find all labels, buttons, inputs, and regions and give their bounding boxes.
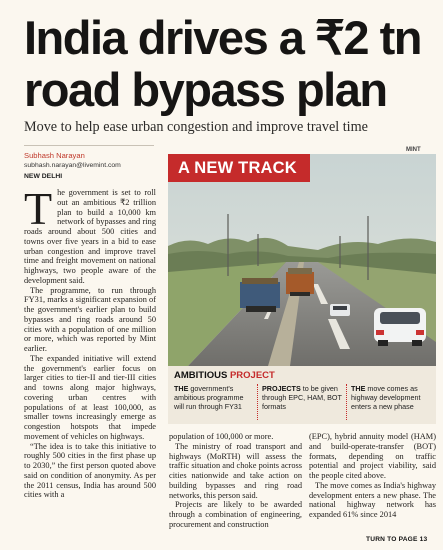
headline: India drives a ₹2 tn road bypass plan <box>24 11 421 116</box>
byline <box>24 145 154 183</box>
truck-2 <box>286 268 314 296</box>
body-paragraph: Projects are likely to be awarded through a combination of engineering, procurement and construction <box>169 500 302 529</box>
body-paragraph: The ministry of road transport and highways (MoRTH) will assess the traffic situation and choke points across cities nationwide and take action on building bypasses and ring road networks, this person said. <box>169 441 302 500</box>
body-column-3 <box>309 432 436 520</box>
truck-1 <box>240 278 280 312</box>
callout-divider <box>346 384 347 420</box>
body-paragraph: The expanded initiative will extend the government's earlier focus on larger cities to tier-II and tier-III cities and towns along major highways, covering urban centres with populations of at least 100,000, as smaller towns increasingly emerge as congestion hotspots that impede movement of vehicles on highways. <box>24 353 156 441</box>
callout-box <box>168 366 436 424</box>
body-column-2 <box>169 432 302 530</box>
callout-title: AMBITIOUS PROJECT <box>174 370 275 381</box>
callout-item: PROJECTS to be given through EPC, HAM, BOT formats <box>262 384 342 411</box>
body-paragraph: (EPC), hybrid annuity model (HAM) and build-operate-transfer (BOT) formats, depending on traffic potential and project viability, said the people cited above. <box>309 432 436 480</box>
graphic-label: A NEW TRACK <box>168 154 310 182</box>
deck-subheadline: Move to help ease urban congestion and improve travel time <box>24 119 368 135</box>
byline-name: Subhash Narayan <box>24 151 85 160</box>
body-paragraph: The government is set to roll out an ambitious ₹2 trillion plan to build a 10,000 km network of bypasses and ring roads around about 500 cities and towns over five years in a bid to ease urban congestion and improve travel time and freight movement on national highways, two people aware of the development said. <box>24 183 156 285</box>
dropcap: T <box>24 183 53 234</box>
body-column-1 <box>24 183 156 500</box>
callout-divider <box>257 384 258 420</box>
byline-email: subhash.narayan@livemint.com <box>24 162 121 169</box>
body-paragraph: The programme, to run through FY31, marks a significant expansion of the government's earlier plan to build bypasses and ring roads around 50 cities with a population of one million or more, which was reported by Mint earlier. <box>24 285 156 353</box>
body-paragraph: The move comes as India's highway development enters a new phase. The national highway network has expanded 61% since 2014 <box>309 480 436 519</box>
mint-credit: MINT <box>406 147 421 153</box>
body-paragraph: “The idea is to take this initiative to roughly 500 cities in the first phase up to 2030,” the first person quoted above said on condition of anonymity. As per the 2011 census, India has around 500 cities with a <box>24 441 156 500</box>
dateline: NEW DELHI <box>24 173 63 180</box>
callout-item: THE government's ambitious programme will run through FY31 <box>174 384 244 411</box>
jump-line: TURN TO PAGE 13 <box>366 536 428 543</box>
highway-photo <box>168 154 436 366</box>
byline-rule <box>24 145 154 146</box>
white-car <box>374 308 426 346</box>
callout-item: THE move comes as highway development enters a new phase <box>351 384 421 411</box>
body-paragraph: population of 100,000 or more. <box>169 432 274 441</box>
